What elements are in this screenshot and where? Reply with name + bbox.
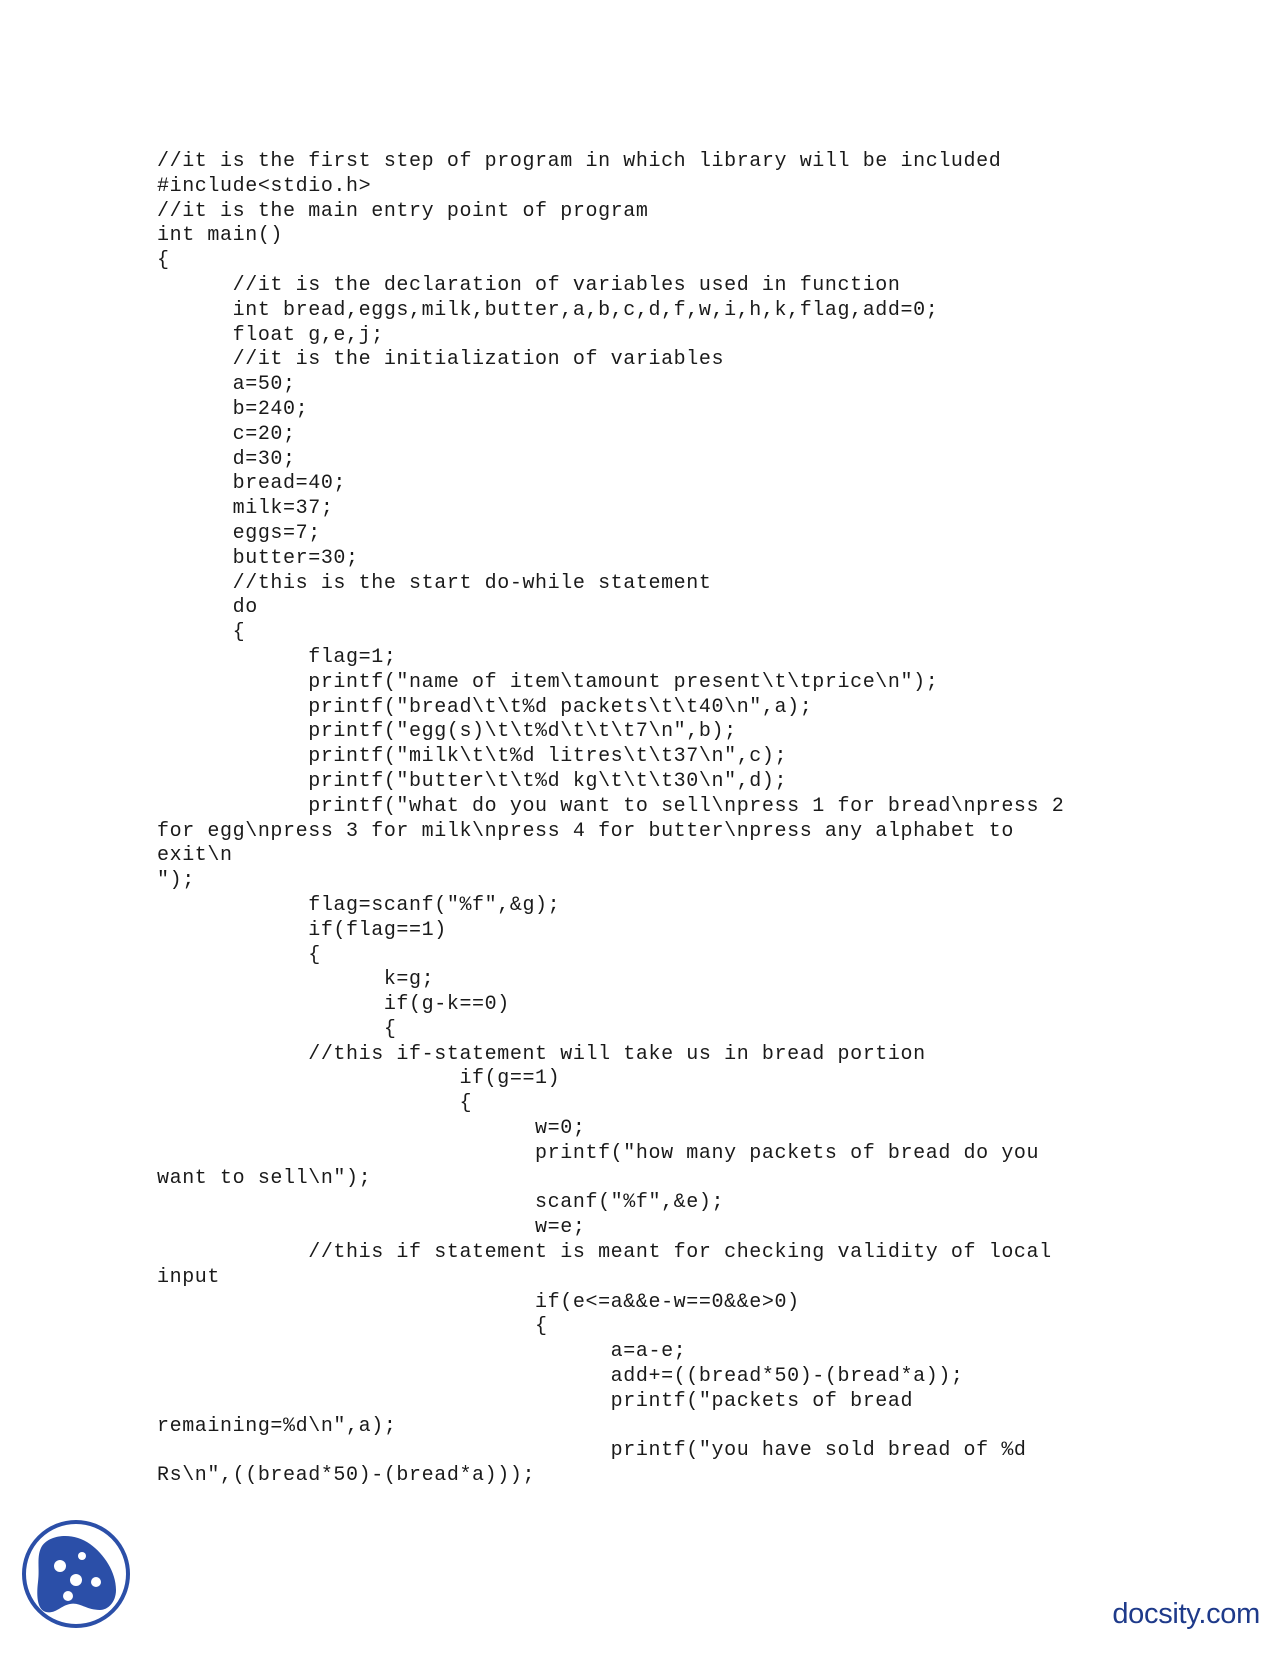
code-block <box>157 150 1064 1489</box>
code-line: w=0; <box>157 1117 586 1141</box>
code-line: remaining=%d\n",a); <box>157 1414 397 1438</box>
code-line: //it is the first step of program in which library will be included <box>157 150 1002 173</box>
code-line: flag=scanf("%f",&g); <box>157 893 561 917</box>
code-line: printf("name of item\tamount present\t\tprice\n"); <box>157 670 939 694</box>
code-line: printf("packets of bread <box>157 1389 914 1413</box>
code-line: bread=40; <box>157 472 347 496</box>
code-line: if(g-k==0) <box>157 993 510 1017</box>
code-line: add+=((bread*50)-(bread*a)); <box>157 1365 964 1389</box>
code-line: printf("milk\t\t%d litres\t\t37\n",c); <box>157 745 788 769</box>
code-line: { <box>157 249 170 273</box>
code-line: int bread,eggs,milk,butter,a,b,c,d,f,w,i,h,k,flag,add=0; <box>157 298 939 322</box>
code-line: printf("how many packets of bread do you <box>157 1141 1040 1165</box>
docsity-logo-icon <box>20 1518 132 1630</box>
code-line: scanf("%f",&e); <box>157 1191 725 1215</box>
code-line: a=50; <box>157 373 296 397</box>
code-line: { <box>157 1315 548 1339</box>
code-line: if(flag==1) <box>157 918 447 942</box>
code-line: if(e<=a&&e-w==0&&e>0) <box>157 1290 800 1314</box>
code-line: "); <box>157 869 195 893</box>
docsity-brand-text: docsity.com <box>1112 1598 1260 1630</box>
code-line: //this if-statement will take us in bread portion <box>157 1042 926 1066</box>
code-line: d=30; <box>157 447 296 471</box>
code-line: printf("what do you want to sell\npress 1 for bread\npress 2 <box>157 794 1065 818</box>
code-line: milk=37; <box>157 497 334 521</box>
code-line: //it is the main entry point of program <box>157 199 649 223</box>
code-line: input <box>157 1265 221 1289</box>
code-line: c=20; <box>157 422 296 446</box>
code-line: //this is the start do-while statement <box>157 571 712 595</box>
code-line: printf("bread\t\t%d packets\t\t40\n",a); <box>157 695 813 719</box>
code-line: { <box>157 1017 397 1041</box>
code-line: k=g; <box>157 968 435 992</box>
code-line: printf("egg(s)\t\t%d\t\t\t7\n",b); <box>157 720 737 744</box>
code-line: #include<stdio.h> <box>157 174 372 198</box>
code-line: eggs=7; <box>157 521 321 545</box>
code-line: int main() <box>157 224 284 248</box>
code-line: { <box>157 943 321 967</box>
code-line: want to sell\n"); <box>157 1166 372 1190</box>
code-line: printf("you have sold bread of %d <box>157 1439 1027 1463</box>
code-line: //this if statement is meant for checking validity of local <box>157 1241 1052 1265</box>
code-line: if(g==1) <box>157 1067 561 1091</box>
code-line: b=240; <box>157 397 309 421</box>
code-line: Rs\n",((bread*50)-(bread*a))); <box>157 1464 536 1488</box>
code-line: for egg\npress 3 for milk\npress 4 for butter\npress any alphabet to <box>157 819 1014 843</box>
code-line: printf("butter\t\t%d kg\t\t\t30\n",d); <box>157 769 788 793</box>
code-line: exit\n <box>157 844 233 868</box>
code-line: { <box>157 621 246 645</box>
code-line: flag=1; <box>157 645 397 669</box>
code-line: float g,e,j; <box>157 323 384 347</box>
code-line: //it is the initialization of variables <box>157 348 725 372</box>
code-line: w=e; <box>157 1216 586 1240</box>
code-line: { <box>157 1092 473 1116</box>
code-line: do <box>157 596 258 620</box>
code-line: butter=30; <box>157 546 359 570</box>
code-line: a=a-e; <box>157 1340 687 1364</box>
code-line: //it is the declaration of variables used in function <box>157 273 901 297</box>
